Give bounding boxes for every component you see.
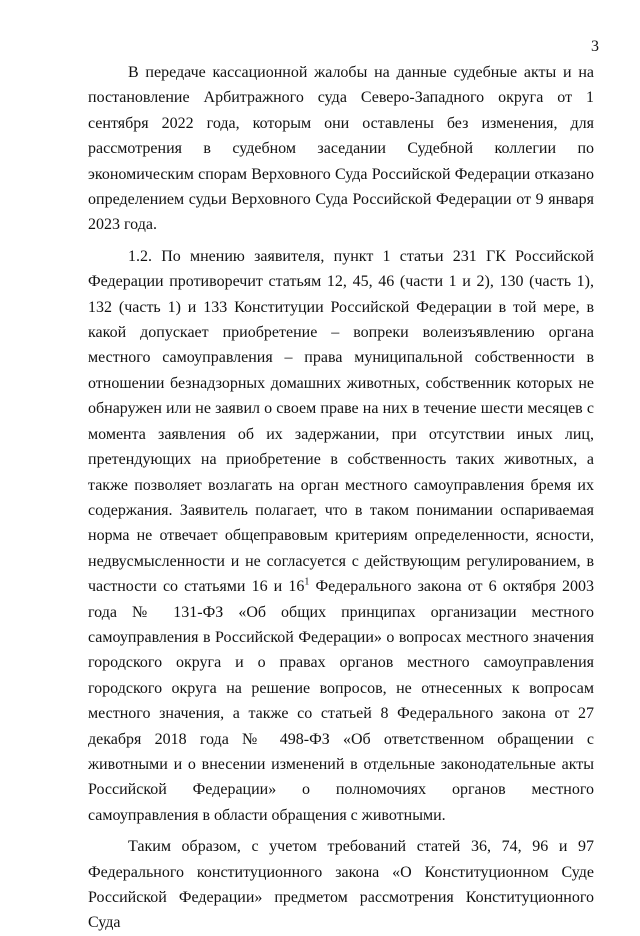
paragraph-text-part: Федерального закона от 6 октября 2003 года № 131-ФЗ «Об общих принципах организации местного самоуправления в Российской Федерации» о вопросах местного значения городского округа и о правах органов местного самоуправления городского округа на решение вопросов, не отнесенных к вопросам местного значения, а также со статьей 8 Федерального закона от 27 декабря 2018 года № 498-ФЗ «Об ответственном обращении с животными и о внесении изменений в отдельные законодательные акты Российской Федерации» о полномочиях органов местного самоуправления в области обращения с животными. (88, 578, 594, 824)
paragraph-cassation-refusal: В передаче кассационной жалобы на данные судебные акты и на постановление Арбитражного суда Северо-Западного округа от 1 сентября 2022 года, которым они оставлены без изменения, для рассмотрения в судебном заседании Судебной коллегии по экономическим спорам Верховного Суда Российской Федерации отказано определением судьи Верховного Суда Российской Федерации от 9 января 2023 года. (88, 64, 594, 234)
paragraph-text-part: 1.2. По мнению заявителя, пункт 1 статьи 231 ГК Российской Федерации противоречит статьям 12, 45, 46 (части 1 и 2), 130 (часть 1), 132 (часть 1) и 133 Конституции Российской Федерации в той мере, в какой допускает приобретение – вопреки волеизъявлению органа местного самоуправления – права муниципальной собственности в отношении безнадзорных домашних животных, собственник которых не обнаружен или не заявил о своем праве на них в течение шести месяцев с момента заявления об их задержании, при отсутствии иных лиц, претендующих на приобретение в собственность таких животных, а также позволяет возлагать на орган местного самоуправления бремя их содержания. Заявитель полагает, что в таком понимании оспариваемая норма не отвечает общеправовым критериям определенности, ясности, недвусмысленности и не согласуется с действующим регулированием, в частности со статьями 16 и 16 (88, 247, 594, 596)
superscript-article-number: 1 (304, 576, 310, 588)
paragraph-applicant-position (88, 244, 594, 828)
paragraph-subject-of-review: Таким образом, с учетом требований статей 36, 74, 96 и 97 Федерального конституционного закона «О Конституционном Суде Российской Федерации» предметом рассмотрения Конституционного Суда (88, 838, 594, 932)
document-body (88, 60, 594, 936)
page-number: 3 (591, 38, 599, 55)
